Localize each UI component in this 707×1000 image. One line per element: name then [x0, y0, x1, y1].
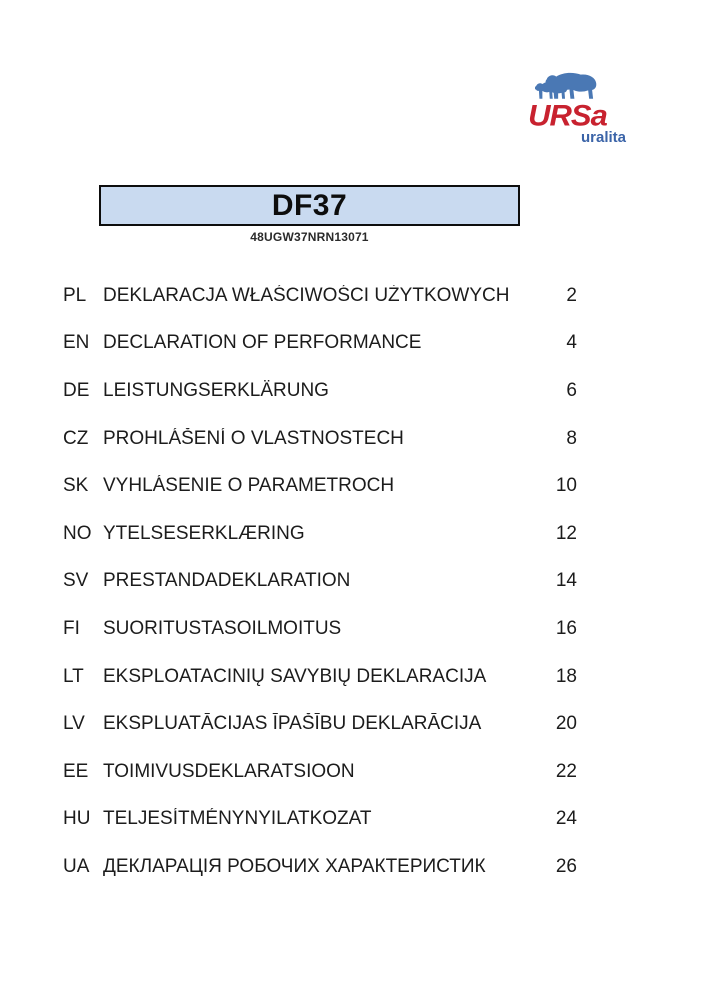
toc-page-number: 8 — [566, 427, 577, 449]
toc-language-code: UA — [63, 855, 90, 877]
polar-bears-icon — [535, 70, 599, 102]
toc-row — [63, 272, 577, 320]
toc-page-number: 10 — [555, 475, 577, 497]
toc-row — [63, 843, 577, 891]
toc-language-code: SV — [63, 570, 89, 592]
toc-page-number: 12 — [555, 522, 577, 544]
toc-row — [63, 700, 577, 748]
toc-list — [63, 272, 577, 891]
toc-entry-title: PROHLÁŠENÍ O VLASTNOSTECH — [103, 427, 404, 449]
toc-entry-title: PRESTANDADEKLARATION — [103, 570, 351, 592]
toc-page-number: 14 — [555, 570, 577, 592]
toc-row — [63, 748, 577, 796]
toc-language-code: NO — [63, 522, 92, 544]
toc-language-code: SK — [63, 475, 89, 497]
toc-language-code: EN — [63, 332, 90, 354]
toc-entry-title: TELJESÍTMÉNYNYILATKOZAT — [103, 808, 372, 830]
toc-entry-title: LEISTUNGSERKLÄRUNG — [103, 379, 329, 401]
product-title-box — [99, 185, 520, 226]
brand-wordmark: URSa — [528, 98, 607, 133]
toc-page-number: 2 — [566, 284, 577, 306]
toc-row — [63, 796, 577, 844]
toc-page-number: 22 — [555, 760, 577, 782]
toc-page-number: 4 — [566, 332, 577, 354]
toc-language-code: CZ — [63, 427, 89, 449]
toc-row — [63, 558, 577, 606]
toc-language-code: PL — [63, 284, 87, 306]
toc-row — [63, 462, 577, 510]
toc-row — [63, 320, 577, 368]
toc-language-code: FI — [63, 617, 80, 639]
product-title: DF37 — [271, 188, 348, 222]
toc-row — [63, 367, 577, 415]
toc-entry-title: TOIMIVUSDEKLARATSIOON — [103, 760, 355, 782]
toc-language-code: LV — [63, 713, 85, 735]
toc-entry-title: YTELSESERKLÆRING — [103, 522, 305, 544]
toc-row — [63, 605, 577, 653]
toc-row — [63, 415, 577, 463]
toc-entry-title: ДЕКЛАРАЦІЯ РОБОЧИХ ХАРАКТЕРИСТИК — [103, 855, 486, 877]
toc-entry-title: SUORITUSTASOILMOITUS — [103, 617, 342, 639]
toc-language-code: DE — [63, 379, 90, 401]
toc-entry-title: EKSPLOATACINIŲ SAVYBIŲ DEKLARACIJA — [103, 665, 487, 687]
brand-tagline: uralita — [580, 129, 626, 146]
toc-page-number: 18 — [555, 665, 577, 687]
toc-entry-title: VYHLÁSENIE O PARAMETROCH — [103, 475, 395, 497]
toc-entry-title: DECLARATION OF PERFORMANCE — [103, 332, 422, 354]
toc-language-code: LT — [63, 665, 84, 687]
toc-page-number: 20 — [555, 713, 577, 735]
toc-page-number: 24 — [555, 808, 577, 830]
toc-row — [63, 653, 577, 701]
toc-page-number: 6 — [566, 379, 577, 401]
toc-entry-title: EKSPLUATĀCIJAS ĪPAŠĪBU DEKLARĀCIJA — [103, 713, 482, 735]
toc-page-number: 26 — [555, 855, 577, 877]
toc-entry-title: DEKLARACJA WŁAŚCIWOŚCI UŻYTKOWYCH — [103, 284, 510, 306]
toc-row — [63, 510, 577, 558]
toc-page-number: 16 — [555, 617, 577, 639]
ursa-logo — [505, 70, 630, 155]
document-code: 48UGW37NRN13071 — [250, 230, 369, 244]
toc-language-code: HU — [63, 808, 91, 830]
toc-language-code: EE — [63, 760, 89, 782]
